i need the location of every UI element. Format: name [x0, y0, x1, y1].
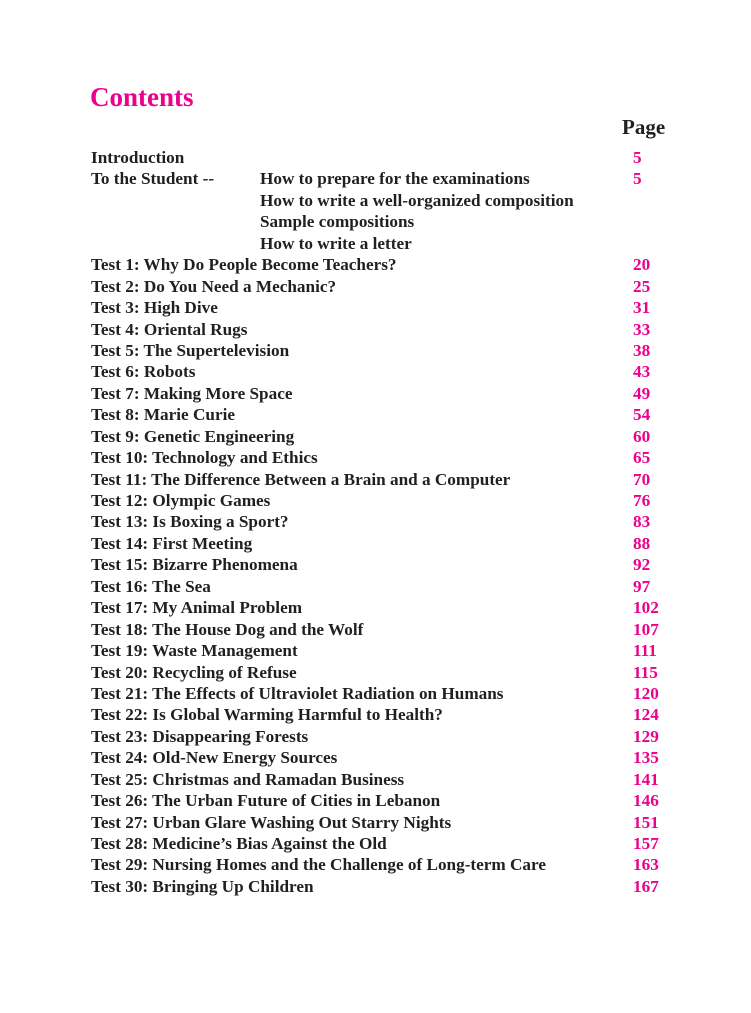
- toc-entry-test: [91, 769, 671, 790]
- toc-entry-test: [91, 383, 671, 404]
- toc-subentry: [91, 233, 671, 254]
- toc-entry-test: [91, 361, 671, 382]
- toc-subentry-title: How to write a well-organized composition: [260, 190, 574, 210]
- toc-entry-page: 76: [633, 491, 651, 510]
- toc-subentry-title: How to write a letter: [260, 233, 412, 253]
- toc-entry-page: 65: [633, 448, 651, 468]
- toc-entry-title: Test 26: The Urban Future of Cities in Lebanon: [91, 791, 441, 811]
- toc-entry-title: Test 4: Oriental Rugs: [91, 319, 248, 339]
- toc-entry-page: 88: [633, 533, 651, 553]
- toc-entry-test: [91, 276, 671, 297]
- toc-subentry: [91, 211, 671, 232]
- toc-entry-test: [91, 511, 671, 532]
- toc-subentry: [91, 190, 671, 211]
- toc-entry-title: Test 13: Is Boxing a Sport?: [91, 512, 289, 532]
- table-of-contents: [91, 147, 671, 897]
- toc-entry-test: [91, 833, 671, 854]
- toc-entry-test: [91, 426, 671, 447]
- toc-entry-test: [91, 597, 671, 618]
- toc-entry-test: [91, 469, 671, 490]
- toc-entry-title: Test 17: My Animal Problem: [91, 598, 303, 618]
- toc-entry-test: [91, 404, 671, 425]
- toc-entry-test: [91, 576, 671, 597]
- toc-entry-page: 5: [633, 148, 642, 167]
- toc-subentry-title: Sample compositions: [260, 212, 415, 232]
- toc-entry-page: 43: [633, 362, 651, 382]
- toc-entry-page: 146: [633, 791, 659, 811]
- toc-entry-title: Test 5: The Supertelevision: [91, 340, 290, 360]
- toc-entry-test: [91, 790, 671, 811]
- toc-entry-test: [91, 726, 671, 747]
- toc-entry-title: Introduction: [91, 148, 185, 167]
- toc-entry-page: 111: [633, 641, 657, 661]
- toc-entry-to-the-student: [91, 168, 671, 189]
- toc-entry-title: To the Student --: [91, 169, 215, 189]
- toc-entry-title: Test 2: Do You Need a Mechanic?: [91, 276, 337, 296]
- toc-entry-test: [91, 297, 671, 318]
- toc-entry-test: [91, 619, 671, 640]
- toc-entry-page: 25: [633, 276, 651, 296]
- toc-entry-test: [91, 854, 671, 875]
- toc-entry-title: Test 28: Medicine’s Bias Against the Old: [91, 834, 387, 853]
- toc-entry-title: Test 14: First Meeting: [91, 533, 253, 553]
- toc-entry-page: 31: [633, 298, 651, 318]
- toc-entry-test: [91, 640, 671, 661]
- toc-entry-page: 135: [633, 748, 659, 768]
- toc-entry-title: Test 21: The Effects of Ultraviolet Radiation on Humans: [91, 683, 504, 703]
- toc-entry-page: 124: [633, 705, 659, 725]
- page-title: Contents: [90, 82, 194, 112]
- toc-entry-title: Test 18: The House Dog and the Wolf: [91, 619, 364, 639]
- toc-entry-title: Test 8: Marie Curie: [91, 405, 235, 425]
- toc-entry-test: [91, 704, 671, 725]
- toc-entry-test: [91, 662, 671, 683]
- toc-entry-page: 163: [633, 855, 659, 875]
- toc-entry-page: 20: [633, 255, 651, 275]
- toc-entry-page: 83: [633, 512, 651, 532]
- toc-entry-test: [91, 340, 671, 361]
- page-column-header: Page: [622, 115, 666, 139]
- toc-entry-page: 97: [633, 576, 651, 596]
- toc-entry-title: Test 9: Genetic Engineering: [91, 426, 295, 446]
- toc-entry-test: [91, 490, 671, 511]
- toc-entry-test: [91, 533, 671, 554]
- toc-subentry-title: How to prepare for the examinations: [260, 169, 530, 189]
- toc-entry-title: Test 20: Recycling of Refuse: [91, 662, 297, 682]
- toc-entry-title: Test 1: Why Do People Become Teachers?: [91, 255, 397, 275]
- toc-entry-test: [91, 876, 671, 897]
- toc-entry-test: [91, 812, 671, 833]
- toc-entry-page: 5: [633, 169, 642, 189]
- toc-entry-page: 151: [633, 812, 659, 832]
- toc-entry-page: 129: [633, 726, 659, 746]
- toc-entry-test: [91, 554, 671, 575]
- toc-entry-page: 49: [633, 383, 651, 403]
- toc-entry-page: 102: [633, 598, 659, 618]
- toc-entry-test: [91, 683, 671, 704]
- toc-entry-title: Test 27: Urban Glare Washing Out Starry Nights: [91, 812, 452, 832]
- toc-entry-title: Test 23: Disappearing Forests: [91, 726, 309, 746]
- toc-entry-title: Test 11: The Difference Between a Brain and a Computer: [91, 469, 511, 489]
- toc-entry-test: [91, 319, 671, 340]
- toc-entry-title: Test 10: Technology and Ethics: [91, 448, 318, 468]
- toc-entry-title: Test 30: Bringing Up Children: [91, 876, 314, 896]
- toc-entry-page: 54: [633, 405, 651, 425]
- toc-entry-page: 33: [633, 319, 651, 339]
- toc-entry-title: Test 6: Robots: [91, 362, 196, 382]
- toc-entry-page: 107: [633, 619, 659, 639]
- toc-entry-title: Test 7: Making More Space: [91, 383, 293, 403]
- toc-entry-page: 141: [633, 769, 659, 789]
- toc-entry-test: [91, 747, 671, 768]
- toc-entry-page: 115: [633, 662, 658, 682]
- toc-entry-title: Test 12: Olympic Games: [91, 491, 271, 510]
- toc-entry-page: 70: [633, 469, 651, 489]
- toc-entry-page: 92: [633, 555, 651, 575]
- toc-entry-test: [91, 254, 671, 275]
- toc-entry-title: Test 25: Christmas and Ramadan Business: [91, 769, 405, 789]
- toc-entry-title: Test 3: High Dive: [91, 298, 218, 318]
- toc-entry-page: 120: [633, 683, 659, 703]
- toc-entry-page: 38: [633, 340, 651, 360]
- toc-entry-page: 157: [633, 834, 659, 853]
- toc-entry-page: 60: [633, 426, 651, 446]
- toc-entry-title: Test 15: Bizarre Phenomena: [91, 555, 298, 575]
- toc-entry-title: Test 24: Old-New Energy Sources: [91, 748, 338, 768]
- toc-entry-introduction: [91, 147, 671, 168]
- toc-entry-page: 167: [633, 876, 659, 896]
- toc-entry-test: [91, 447, 671, 468]
- toc-entry-title: Test 29: Nursing Homes and the Challenge of Long-term Care: [91, 855, 546, 875]
- toc-entry-title: Test 22: Is Global Warming Harmful to Health?: [91, 705, 443, 725]
- toc-entry-title: Test 16: The Sea: [91, 576, 211, 596]
- toc-entry-title: Test 19: Waste Management: [91, 641, 298, 661]
